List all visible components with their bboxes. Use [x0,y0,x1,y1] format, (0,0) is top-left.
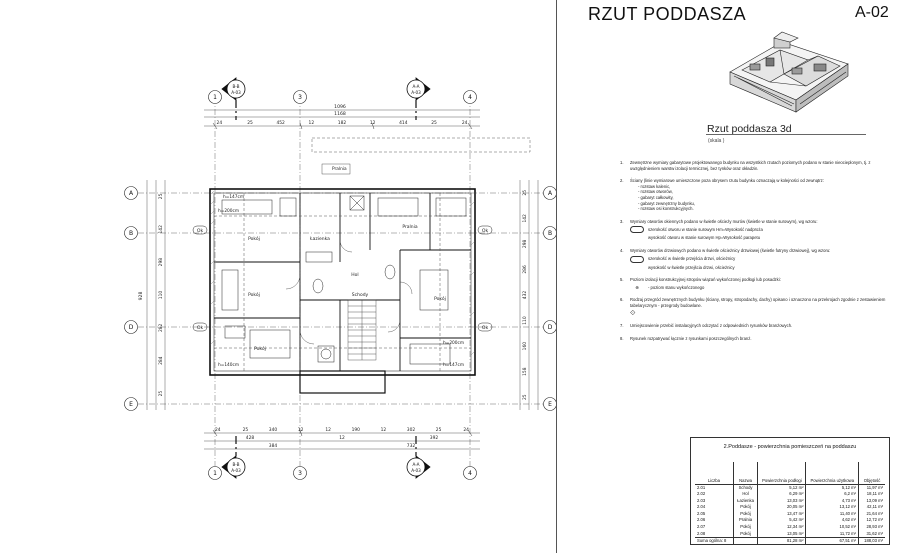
table-cell: Pokój [733,511,758,518]
dim-left-total: 928 [139,291,144,301]
table-cell: Pokój [733,531,758,538]
table-cell: 4,62 m² [806,517,859,524]
dimension-label: 25 [159,193,164,200]
room-label-8: Pokój [254,347,266,352]
room-label-2: Schody [351,293,369,298]
table-cell: 4,73 m² [806,498,859,505]
note-6: 6. Rodzaj przegród zewnętrznych budynku (ściany, stropy, stropodachy, dachy) opisano i oznaczono na przekrojach zgodnie z zestawieniem tabelarycznym - przegrody budowlane. ⟐ [620,297,886,317]
axis-left-2: D [128,324,134,332]
dimension-label: 284 [159,356,164,365]
room-label-1: Pokój [248,237,260,242]
table-cell: 6,2 m² [806,491,859,498]
dimension-label: 142 [159,225,164,234]
table-cell: 11,72 m² [806,531,859,538]
view3d-label: Rzut poddasza 3d [707,123,792,135]
dimension-label: 282 [159,323,164,333]
dimension-label: 142 [523,214,528,223]
room-area-table [695,462,885,545]
table-cell: 2.07 [697,524,706,530]
axis-right-2: D [547,324,553,332]
table-cell: 5,42 m² [758,517,806,524]
sheet-title: RZUT PODDASZA [588,4,747,24]
dimension-label: 160 [523,341,528,351]
axis-top-0: 1 [213,94,217,102]
dimension-label: 190 [351,428,360,433]
dimension-label: 12 [325,428,331,433]
header-floor-area: Powierzchnia podłogi [758,462,806,484]
table-sum-cell: 67,51 m² [806,538,859,545]
axis-left-0: A [128,190,134,198]
section-marker-aa-top: A-A [412,84,420,89]
table-row [695,504,885,511]
level-tag-6: Pralnia [332,167,347,172]
note-5: 5. Poziom izolacji konstrukcyjnej stropów wiązań wykończonej podłogi lub posadzki: ⊕ - poziom stanu wykończonego [620,277,781,290]
header-number: Liczba [695,462,733,484]
dimension-label: 12 [369,121,376,126]
dimension-label: 12 [339,436,345,441]
table-cell: Łazienka [733,498,758,505]
section-marker-aa-bottom: A-A [412,462,420,467]
level-tag-4: h=147cm [443,363,465,368]
table-row [695,498,885,505]
axis-right-1: B [547,230,553,238]
table-row [695,517,885,524]
axis-top-2: 4 [468,94,472,102]
level-tag-3: h=140cm [218,363,240,368]
sheet-number: A-02 [855,4,889,21]
window-tag-3: Ok [481,229,489,234]
dimension-label: 25 [247,121,253,126]
level-tag-5: h=200cm [443,341,465,346]
table-sum-cell: Suma ogólna: 8 [695,538,733,545]
header-volume: Objętość [859,462,885,484]
table-cell: 2.05 [697,510,706,516]
table-cell: 10,52 m² [806,524,859,531]
room-label-7: Pokój [434,297,446,302]
section-marker-bb-top: B-B [232,84,240,89]
axis-bottom-1: 3 [298,470,302,478]
section-ref-bb-top: A-03 [231,90,241,95]
dimension-label: 392 [429,436,439,441]
header-name: Nazwa [733,462,758,484]
level-tag-2: h=200cm [218,209,240,214]
window-tag-4: Ok [481,326,489,331]
axis-right-3: E [548,401,552,409]
note-3: 3. Wymiary otworów okiennych podano w świetle ościeży murów (świetle w stanie surowym), wg wzoru: szerokość otworu w stanie surowym Hm=Wysokość nadproża wysokość otworu w stanie surowym Hp=Wysokość parapetu [620,218,818,241]
table-cell: Hol [733,491,758,498]
note-8: 8. Rysunek rozpatrywać łącznie z rysunkami poszczególnych branż. [620,335,752,341]
table-sum-cell: 188,03 m³ [859,538,885,545]
room-label-3: Hol [351,273,359,278]
table-cell: 12,72 m³ [859,517,885,524]
table-cell: 18,11 m³ [859,491,885,498]
dimension-label: 12 [308,121,315,126]
dimension-label: 428 [245,436,255,441]
room-label-6: Pokój [248,293,260,298]
table-cell: 20,05 m² [758,504,806,511]
door-legend-icon [630,256,644,263]
table-cell: 2.08 [697,530,706,536]
dim-top-outer: 1168 [334,112,346,117]
table-header-row [695,462,885,484]
dimension-label: 286 [523,265,528,274]
section-ref-aa-top: A-03 [411,90,421,95]
dimension-label: 732 [406,444,416,449]
section-ref-bb-bottom: A-03 [231,468,241,473]
note-2: 2. Ściany (linie wymiarowe umieszczone poza obrysem rzutu budynku oznaczają w kolejności od zewnątrz: - rozstaw kalenic, - rozstaw otworów, - gabaryt całkowity, - gabaryt zewnętrzny budynku, - rozstaw osi konstrukcyjnych. [620,178,824,212]
table-cell: 11,40 m² [806,511,859,518]
dimension-label: 12 [297,428,304,433]
axis-left-3: E [129,401,133,409]
axis-left-1: B [128,230,134,238]
general-notes [620,160,890,348]
table-cell: 13,09 m³ [859,498,885,505]
dimension-label: 452 [276,121,285,126]
room-table-title: 2.Poddasze - powierzchnia pomieszczeń na poddaszu [723,444,857,450]
table-cell: Pokój [733,504,758,511]
dimension-label: 25 [523,189,528,196]
table-cell: 6,29 m² [758,491,806,498]
note-7: 7. Umiejscowienie przebić instalacyjnych odczytać z odpowiednich rysunków branżowych. [620,323,793,329]
dimension-label: 302 [406,428,416,433]
dimension-label: 25 [159,390,164,397]
table-sum-cell [733,538,758,545]
dimension-label: 25 [523,394,528,401]
level-marker-icon: ⊕ [635,284,639,290]
table-cell: 13,47 m² [758,511,806,518]
attic-3d-view [722,30,854,122]
table-cell: 5,12 m² [806,484,859,491]
dimension-label: 12 [380,428,387,433]
partition-marker-icon: ⟐ [630,309,636,317]
table-cell: 5,12 m² [758,484,806,491]
table-row [695,531,885,538]
table-cell: Pralnia [733,517,758,524]
note-4: 4. Wymiary otworów drzwiowych podano w świetle ościeżnicy drzwiowej (świetle futryny drzwiowej), wg wzoru: szerokość w świetle przejścia drzwi, ościeżnicy wysokość w świetle przejścia drzwi, ościeżnicy [620,247,831,270]
section-marker-bb-bottom: B-B [232,462,240,467]
table-cell: 13,05 m² [758,531,806,538]
table-cell: 2.01 [697,484,706,490]
header-usable-area: Powierzchnia użytkowa [806,462,859,484]
dimension-label: 432 [523,290,528,300]
room-label-5: Pralnia [402,225,418,230]
table-sum-row [695,538,885,545]
table-cell: 42,11 m³ [859,504,885,511]
dimension-label: 24 [461,121,468,126]
window-tag-1: Ok [196,229,204,234]
table-cell: Schody [733,484,758,491]
dimension-label: 182 [337,121,347,126]
dimension-label: 340 [268,428,278,433]
table-row [695,524,885,531]
table-cell: 2.02 [697,491,706,497]
table-cell: 28,93 m³ [859,524,885,531]
dimension-label: 25 [242,428,249,433]
view3d-scale: (skala ) [708,138,725,144]
dimension-label: 298 [523,239,528,249]
note-1: 1. Zewnętrzne wymiary gabarytowe projektowanego budynku na wszystkich rzutach poziomych podano w stanie nieocieplonym, tj. z uwzględnieniem warstw izolacji termicznej, bez tynków oraz okładzin. [620,160,871,171]
table-cell: 21,64 m³ [859,511,885,518]
dimension-label: 298 [159,257,164,267]
dimension-label: 25 [435,428,442,433]
level-tag-1: h=147cm [223,195,245,200]
table-cell: 2.04 [697,504,706,510]
dimension-label: 24 [215,428,221,433]
table-cell: 13,03 m² [758,498,806,505]
window-legend-icon [630,226,644,233]
table-cell: 12,34 m² [758,524,806,531]
table-row [695,484,885,491]
axis-right-0: A [547,190,553,198]
table-cell: Pokój [733,524,758,531]
dimension-label: 158 [523,367,528,376]
table-sum-cell: 81,28 m² [758,538,806,545]
window-tag-2: Ok [196,326,204,331]
dimension-label: 25 [431,121,437,126]
table-cell: 13,12 m² [806,504,859,511]
table-row [695,511,885,518]
section-ref-aa-bottom: A-03 [411,468,421,473]
table-cell: 2.03 [697,497,706,503]
axis-top-1: 3 [298,94,302,102]
dim-top-total: 1096 [334,105,346,110]
table-row [695,491,885,498]
dimension-label: 24 [463,428,469,433]
table-cell: 31,62 m³ [859,531,885,538]
table-cell: 2.06 [697,517,706,523]
dimension-label: 110 [159,290,164,300]
room-label-4: Łazienka [310,237,330,242]
dimension-label: 414 [399,121,408,126]
dimension-label: 384 [268,444,278,449]
table-cell: 11,97 m³ [859,484,885,491]
dimension-label: 110 [523,316,528,325]
axis-bottom-0: 1 [213,470,217,478]
axis-bottom-2: 4 [468,470,472,478]
sheet-border [556,0,557,553]
dimension-label: 24 [216,121,223,126]
